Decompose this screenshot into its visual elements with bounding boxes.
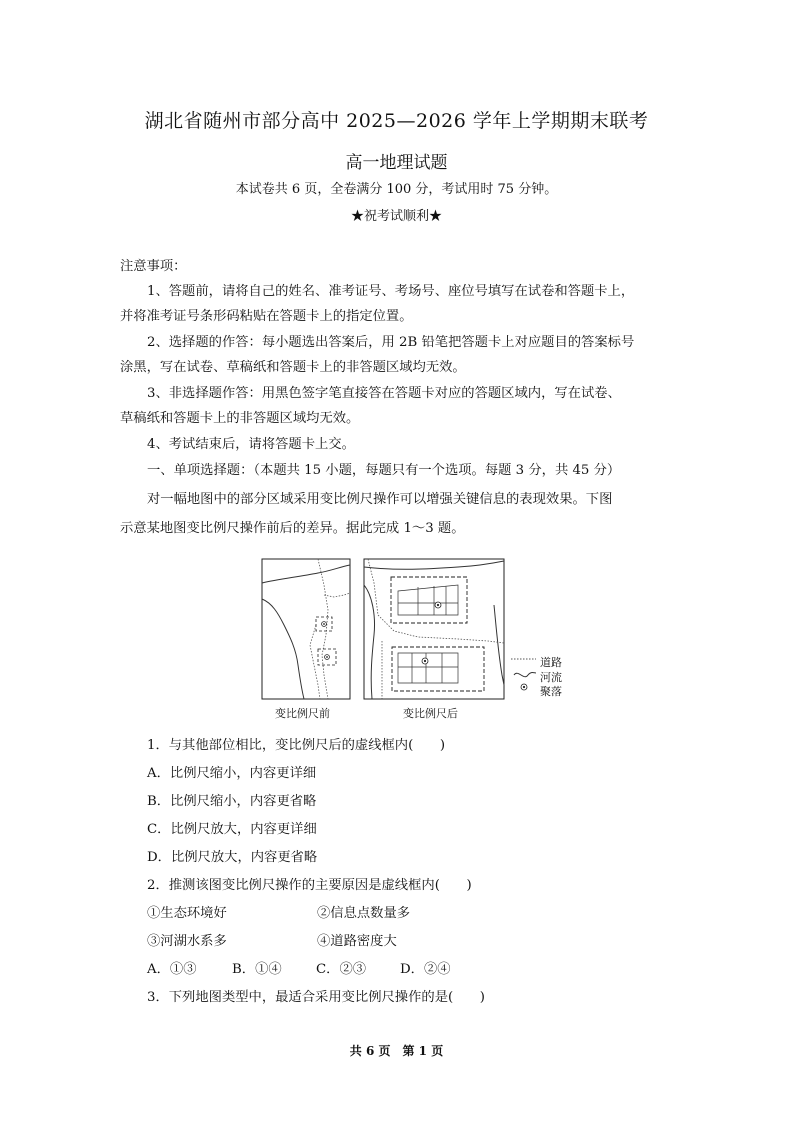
page-footer: 共 6 页 第 1 页 <box>349 1044 444 1058</box>
legend-river-label: 河流 <box>540 671 562 684</box>
question-2: 2．推测该图变比例尺操作的主要原因是虚线框内( ) <box>147 878 472 893</box>
scale-change-map-figure <box>258 555 578 725</box>
question-2-option-c: C．②③ <box>316 962 367 977</box>
exam-wish: ★祝考试顺利★ <box>350 209 442 224</box>
note-4: 4、考试结束后，请将答题卡上交。 <box>147 437 355 452</box>
grid-streets-2 <box>398 653 458 683</box>
note-3-line-1: 3、非选择题作答：用黑色签字笔直接答在答题卡对应的答题区域内，写在试卷、 <box>147 386 621 401</box>
caption-before: 变比例尺前 <box>275 707 330 720</box>
question-2-option-b: B．①④ <box>232 962 282 977</box>
river-path-north <box>364 561 504 569</box>
question-1-option-c: C．比例尺放大，内容更详细 <box>147 822 317 837</box>
question-2-statement-3: ③河湖水系多 <box>147 934 227 949</box>
caption-after: 变比例尺后 <box>403 707 458 720</box>
exam-subtitle: 高一地理试题 <box>345 153 448 173</box>
river-path <box>262 599 304 699</box>
road-branch <box>324 593 350 597</box>
road-path <box>318 559 328 699</box>
river-path <box>364 585 375 699</box>
road-branch-2 <box>310 625 320 699</box>
question-1-option-a: A．比例尺缩小，内容更详细 <box>147 766 317 781</box>
question-1: 1．与其他部位相比，变比例尺后的虚线框内( ) <box>147 738 446 753</box>
section-intro-line-1: 对一幅地图中的部分区域采用变比例尺操作可以增强关键信息的表现效果。下图 <box>147 492 613 507</box>
question-2-option-a: A．①③ <box>147 962 197 977</box>
river-path-north <box>262 565 350 583</box>
exam-title: 湖北省随州市部分高中 2025—2026 学年上学期期末联考 <box>144 110 649 132</box>
map-before <box>262 559 350 699</box>
exam-info: 本试卷共 6 页，全卷满分 100 分，考试用时 75 分钟。 <box>235 182 558 197</box>
legend-settlement-label: 聚落 <box>540 685 562 698</box>
question-2-statement-4: ④道路密度大 <box>317 934 397 949</box>
notes-heading: 注意事项： <box>120 259 187 274</box>
map-after <box>364 559 504 699</box>
question-3: 3．下列地图类型中，最适合采用变比例尺操作的是( ) <box>147 990 485 1005</box>
question-2-statement-1: ①生态环境好 <box>147 906 227 921</box>
dashed-box-after-1 <box>391 577 467 623</box>
question-1-option-d: D．比例尺放大，内容更省略 <box>147 850 318 865</box>
legend-river-symbol <box>514 673 536 677</box>
grid-streets-1 <box>398 585 458 615</box>
river-path-east <box>494 605 504 685</box>
legend <box>511 659 536 690</box>
note-2-line-1: 2、选择题的作答：每小题选出答案后，用 2B 铅笔把答题卡上对应题目的答案标号 <box>147 335 635 350</box>
question-1-option-b: B．比例尺缩小，内容更省略 <box>147 794 317 809</box>
legend-road-label: 道路 <box>540 656 562 669</box>
dashed-box-after-2 <box>392 647 484 691</box>
section-intro-line-2: 示意某地图变比例尺操作前后的差异。据此完成 1～3 题。 <box>120 521 465 536</box>
note-3-line-2: 草稿纸和答题卡上的非答题区域均无效。 <box>120 411 360 426</box>
note-1-line-1: 1、答题前，请将自己的姓名、准考证号、考场号、座位号填写在试卷和答题卡上， <box>147 284 635 299</box>
section-heading: 一、单项选择题：（本题共 15 小题，每题只有一个选项。每题 3 分，共 45 分） <box>147 463 621 478</box>
question-2-statement-2: ②信息点数量多 <box>317 906 411 921</box>
road-path <box>368 559 504 643</box>
note-2-line-2: 涂黑，写在试卷、草稿纸和答题卡上的非答题区域均无效。 <box>120 360 466 375</box>
question-2-option-d: D．②④ <box>400 962 451 977</box>
note-1-line-2: 并将准考证号条形码粘贴在答题卡上的指定位置。 <box>120 309 413 324</box>
